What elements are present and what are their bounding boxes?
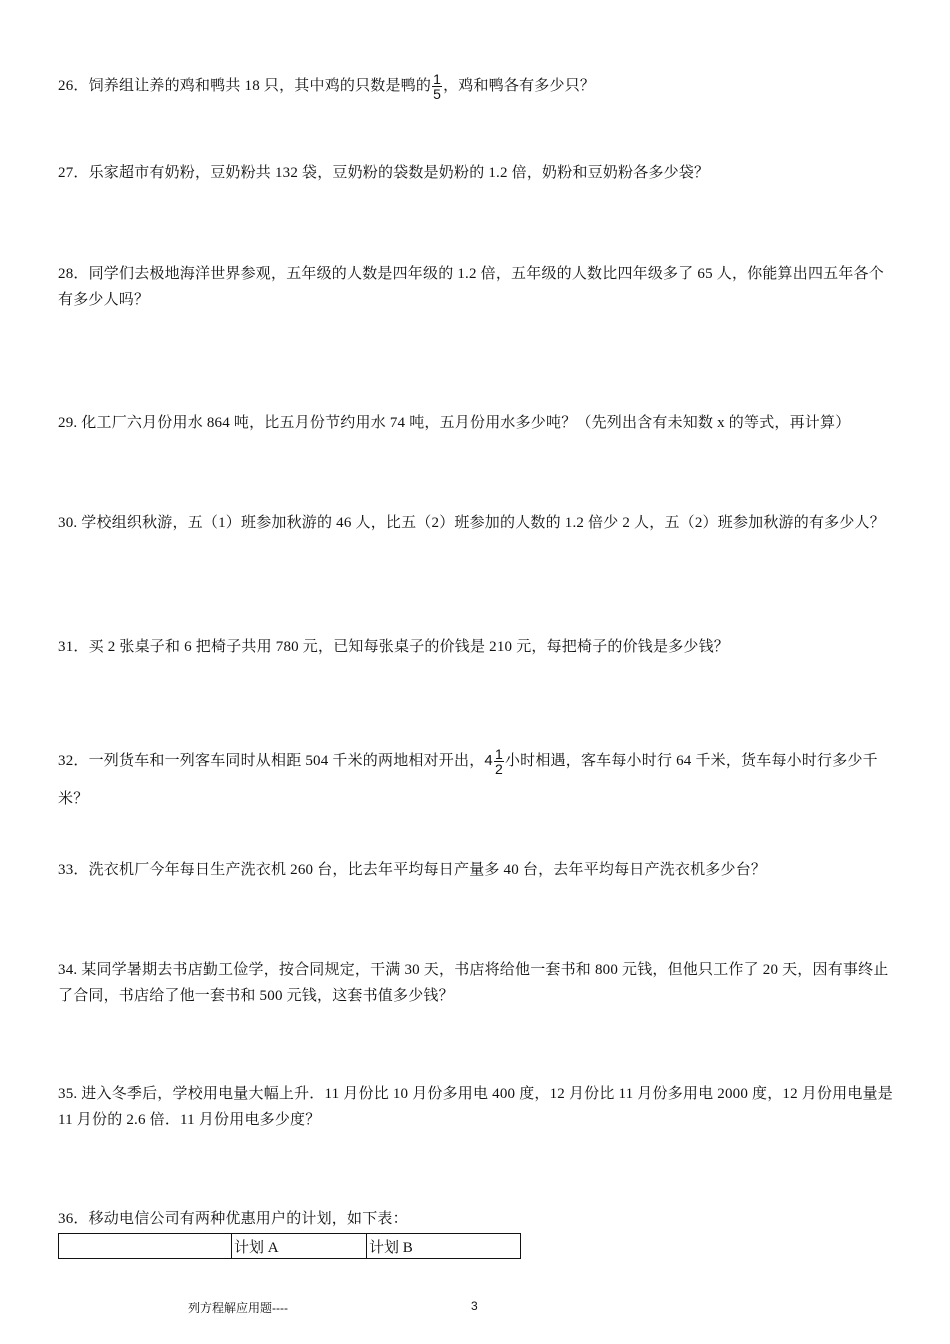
question-26-text-after: ，鸡和鸭各有多少只？ <box>443 77 596 94</box>
question-26 <box>58 72 898 101</box>
fraction-denominator: 2 <box>494 761 503 778</box>
question-35: 35. 进入冬季后，学校用电量大幅上升．11 月份比 10 月份多用电 400 度，12 月份比 11 月份多用电 2000 度，12 月份用电量是 11 月份的 2.6 倍．11 月份用电多少度？ <box>58 1086 893 1128</box>
mixed-number-whole: 4 <box>484 752 493 769</box>
question-29: 29. 化工厂六月份用水 864 吨，比五月份节约用水 74 吨，五月份用水多少吨？（先列出含有未知数 x 的等式，再计算） <box>58 415 851 431</box>
table-header-plan-a: 计划 A <box>232 1234 367 1259</box>
question-32 <box>58 742 898 818</box>
question-26-text-before: 26．饲养组让养的鸡和鸭共 18 只，其中鸡的只数是鸭的 <box>58 77 432 94</box>
question-27: 27．乐家超市有奶粉，豆奶粉共 132 袋，豆奶粉的袋数是奶粉的 1.2 倍，奶粉和豆奶粉各多少袋？ <box>58 165 710 181</box>
question-36: 36．移动电信公司有两种优惠用户的计划，如下表： <box>58 1211 408 1227</box>
question-32-text-after: 小时相遇，客车每小时行 64 千米，货车每小时行多少千米？ <box>58 753 878 807</box>
question-33: 33．洗衣机厂今年每日生产洗衣机 260 台，比去年平均每日产量多 40 台，去年平均每日产洗衣机多少台？ <box>58 862 767 878</box>
question-32-text-before: 32．一列货车和一列客车同时从相距 504 千米的两地相对开出， <box>58 753 485 769</box>
footer-title: 列方程解应用题---- <box>188 1301 288 1315</box>
fraction-one-fifth <box>432 72 442 101</box>
fraction-numerator: 1 <box>433 71 442 87</box>
page-number: 3 <box>471 1299 478 1313</box>
question-31: 31．买 2 张桌子和 6 把椅子共用 780 元，已知每张桌子的价钱是 210 元，每把椅子的价钱是多少钱？ <box>58 639 730 655</box>
table-header-row <box>59 1234 521 1259</box>
question-30: 30. 学校组织秋游，五（1）班参加秋游的 46 人，比五（2）班参加的人数的 1.2 倍少 2 人，五（2）班参加秋游的有多少人？ <box>58 515 885 531</box>
question-28: 28．同学们去极地海洋世界参观，五年级的人数是四年级的 1.2 倍，五年级的人数比四年级多了 65 人，你能算出四五年各个有多少人吗？ <box>58 266 884 308</box>
fraction-one-half <box>494 747 504 776</box>
question-34: 34. 某同学暑期去书店勤工俭学，按合同规定，干满 30 天，书店将给他一套书和 800 元钱，但他只工作了 20 天，因有事终止了合同，书店给了他一套书和 500 元钱，这套书值多少钱？ <box>58 962 889 1004</box>
fraction-denominator: 5 <box>433 86 442 102</box>
fraction-numerator: 1 <box>494 746 503 763</box>
table-corner-cell <box>59 1234 232 1259</box>
table-header-plan-b: 计划 B <box>367 1234 521 1259</box>
plan-table <box>58 1233 521 1259</box>
